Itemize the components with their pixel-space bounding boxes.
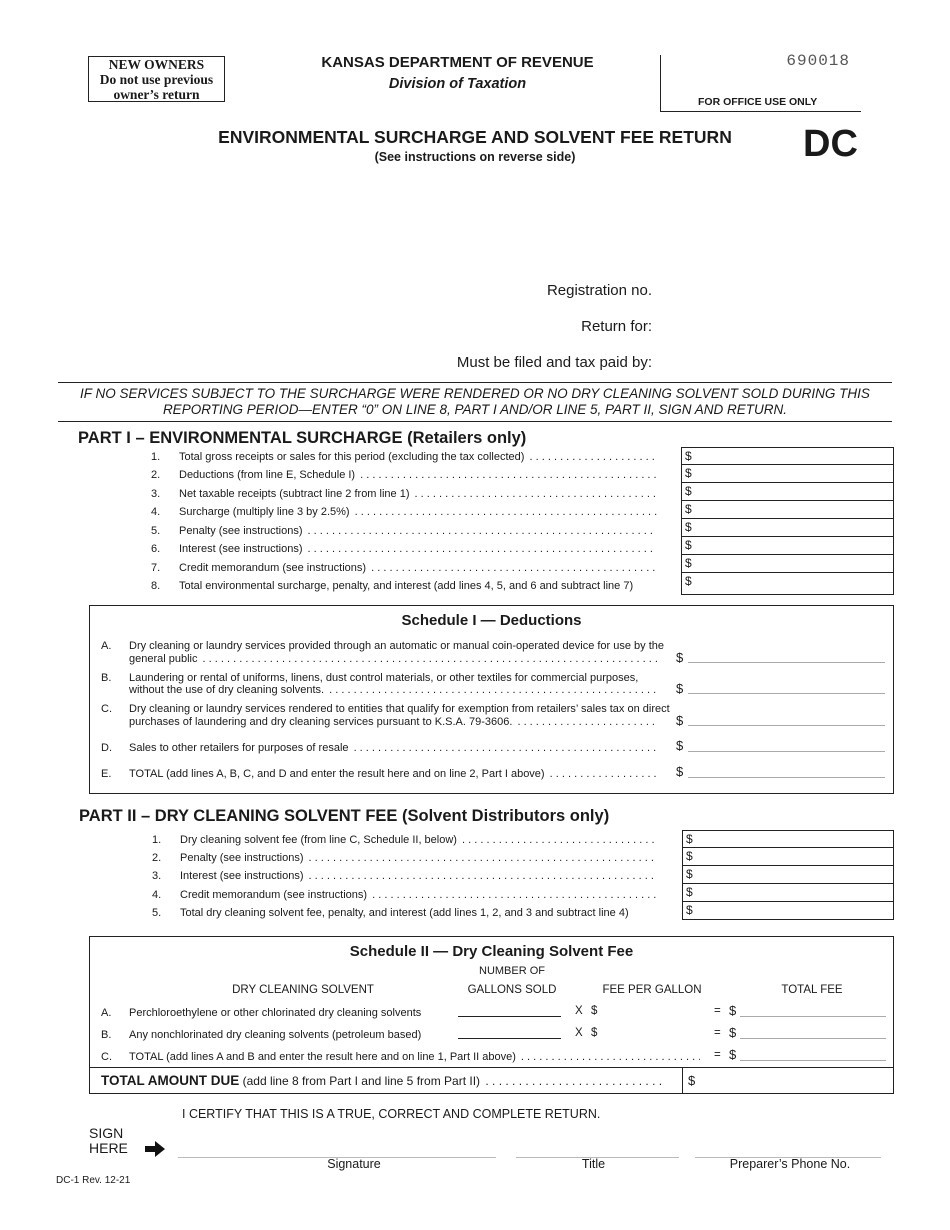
schedule1-item-key: A.: [101, 640, 112, 652]
form-title: ENVIRONMENTAL SURCHARGE AND SOLVENT FEE RETURN: [218, 127, 732, 147]
total-fee-field[interactable]: [740, 1037, 886, 1039]
part2-title: PART II – DRY CLEANING SOLVENT FEE (Solvent Distributors only): [79, 807, 610, 825]
col-total-header: TOTAL FEE: [781, 984, 843, 996]
schedule1-dollar: $: [676, 764, 684, 779]
new-owners-line1: NEW OWNERS: [108, 57, 205, 72]
part1-line-number: 6.: [151, 543, 161, 555]
part1-amount-field[interactable]: $: [681, 447, 894, 465]
sign-here-label: [89, 1126, 128, 1156]
gallons-field[interactable]: [458, 1016, 561, 1017]
sign-label: SIGN: [89, 1125, 124, 1141]
fee-dollar: $: [591, 1005, 598, 1017]
part1-line-label: Credit memorandum (see instructions) . . .: [179, 561, 657, 575]
schedule2-row-key: B.: [101, 1029, 112, 1041]
part2-line-label: Dry cleaning solvent fee (from line C, Schedule II, below) . . .: [180, 833, 657, 847]
part1-line-label: Surcharge (multiply line 3 by 2.5%) . . .: [179, 505, 657, 519]
total-fee-dollar: $: [729, 1003, 737, 1018]
department-name: KANSAS DEPARTMENT OF REVENUE: [321, 54, 594, 71]
certify-statement: I CERTIFY THAT THIS IS A TRUE, CORRECT AND COMPLETE RETURN.: [182, 1107, 601, 1121]
total-amount-due-bold: TOTAL AMOUNT DUE: [101, 1073, 240, 1088]
arrow-right-icon: [145, 1141, 165, 1162]
signature-label: Signature: [327, 1157, 381, 1171]
form-revision: DC-1 Rev. 12-21: [56, 1175, 131, 1186]
schedule1-item-line2: TOTAL (add lines A, B, C, and D and enter the result here and on line 2, Part I above) . . .: [129, 767, 658, 781]
form-number: 690018: [786, 52, 850, 70]
schedule1-dollar: $: [676, 738, 684, 753]
schedule2-row-key: C.: [101, 1051, 112, 1063]
schedule1-amount-field[interactable]: [688, 724, 885, 726]
part1-line-number: 8.: [151, 580, 161, 592]
part2-line-label: Credit memorandum (see instructions) . . .: [180, 888, 657, 902]
new-owners-box: [88, 56, 225, 102]
notice-top-rule: [58, 382, 892, 383]
total-fee-dollar: $: [729, 1047, 737, 1062]
equals-sign: =: [714, 1027, 721, 1039]
part1-line-label: Total environmental surcharge, penalty, and interest (add lines 4, 5, and 6 and subtract line 7): [179, 580, 634, 592]
schedule1-item-line2: purchases of laundering and dry cleaning services pursuant to K.S.A. 79-3606. . . .: [129, 715, 658, 729]
schedule1-item-line1: Dry cleaning or laundry services provided through an automatic or manual coin-operated device for use by the: [129, 640, 665, 652]
multiply-sign: X: [575, 1027, 583, 1039]
equals-sign: =: [714, 1049, 721, 1061]
part1-amount-field[interactable]: $: [681, 555, 894, 573]
part1-line-number: 1.: [151, 451, 161, 463]
notice-bottom-rule: [58, 421, 892, 422]
schedule1-dollar: $: [676, 713, 684, 728]
part2-line-number: 3.: [152, 870, 162, 882]
new-owners-line2: Do not use previous: [99, 72, 214, 87]
part2-line-number: 1.: [152, 834, 162, 846]
notice-line1: IF NO SERVICES SUBJECT TO THE SURCHARGE WERE RENDERED OR NO DRY CLEANING SOLVENT SOLD DURING THIS: [80, 386, 870, 401]
schedule1-amount-field[interactable]: [688, 692, 885, 694]
part2-line-number: 2.: [152, 852, 162, 864]
gallons-field[interactable]: [458, 1038, 561, 1039]
division-name: Division of Taxation: [388, 76, 527, 92]
schedule1-item-key: E.: [101, 768, 112, 780]
multiply-sign: X: [575, 1005, 583, 1017]
schedule2-row-key: A.: [101, 1007, 112, 1019]
form-code: DC: [803, 123, 858, 165]
part2-line-label: Total dry cleaning solvent fee, penalty, and interest (add lines 1, 2, and 3 and subtract line 4): [180, 907, 629, 919]
part1-amount-field[interactable]: $: [681, 465, 894, 483]
part2-amount-field[interactable]: $: [682, 884, 894, 902]
part2-amount-field[interactable]: $: [682, 848, 894, 866]
schedule1-item-line1: Laundering or rental of uniforms, linens, dust control materials, or other textiles for commercial purposes,: [129, 672, 639, 684]
phone-label: Preparer’s Phone No.: [729, 1157, 851, 1171]
part2-amount-field[interactable]: $: [682, 830, 894, 848]
schedule1-item-line2: general public . . .: [129, 652, 658, 666]
part1-amount-field[interactable]: $: [681, 537, 894, 555]
part1-line-label: Interest (see instructions) . . .: [179, 542, 657, 556]
part1-amount-field[interactable]: $: [681, 573, 894, 595]
col-fee-header: FEE PER GALLON: [602, 984, 702, 996]
part1-line-number: 2.: [151, 469, 161, 481]
schedule1-item-key: B.: [101, 672, 112, 684]
part1-line-number: 7.: [151, 562, 161, 574]
total-due-dollar: $: [688, 1073, 696, 1088]
part1-line-label: Total gross receipts or sales for this period (excluding the tax collected) . . .: [179, 450, 657, 464]
filed-by-label: Must be filed and tax paid by:: [456, 354, 652, 371]
title-label: Title: [581, 1157, 606, 1171]
registration-label: Registration no.: [546, 282, 652, 299]
schedule2-total-label: TOTAL (add lines A and B and enter the result here and on line 1, Part II above) . . .: [129, 1050, 700, 1064]
schedule1-dollar: $: [676, 681, 684, 696]
schedule2-title: Schedule II — Dry Cleaning Solvent Fee: [349, 943, 634, 960]
here-label: HERE: [89, 1140, 128, 1156]
fee-dollar: $: [591, 1027, 598, 1039]
total-fee-dollar: $: [729, 1025, 737, 1040]
schedule1-item-key: C.: [101, 703, 112, 715]
part1-amount-field[interactable]: $: [681, 483, 894, 501]
part1-line-label: Net taxable receipts (subtract line 2 from line 1) . . .: [179, 487, 657, 501]
part2-amount-field[interactable]: $: [682, 866, 894, 884]
part2-line-number: 5.: [152, 907, 162, 919]
total-amount-due-field[interactable]: [682, 1067, 894, 1094]
schedule1-item-line1: Dry cleaning or laundry services rendered to entities that qualify for exemption from retailers’ sales tax on direct: [129, 703, 670, 715]
part1-amount-field[interactable]: $: [681, 519, 894, 537]
schedule1-dollar: $: [676, 650, 684, 665]
office-use-label: FOR OFFICE USE ONLY: [698, 96, 818, 108]
part1-line-label: Penalty (see instructions) . . .: [179, 524, 657, 538]
return-for-label: Return for:: [581, 318, 652, 335]
schedule2-row-label: Perchloroethylene or other chlorinated dry cleaning solvents: [129, 1007, 422, 1019]
part1-line-number: 3.: [151, 488, 161, 500]
total-fee-field[interactable]: [740, 1059, 886, 1061]
part1-line-number: 4.: [151, 506, 161, 518]
notice-text: [58, 386, 892, 418]
part1-amount-field[interactable]: $: [681, 501, 894, 519]
new-owners-line3: owner’s return: [113, 87, 200, 102]
total-amount-due-rest: (add line 8 from Part I and line 5 from Part II): [242, 1074, 481, 1088]
total-amount-due-label: [101, 1073, 664, 1089]
schedule1-title: Schedule I — Deductions: [401, 612, 582, 629]
col-gallons-header-2: GALLONS SOLD: [467, 984, 557, 996]
schedule1-box: [89, 605, 894, 794]
schedule1-item-key: D.: [101, 742, 112, 754]
part2-amount-field[interactable]: $: [682, 902, 894, 920]
part1-title: PART I – ENVIRONMENTAL SURCHARGE (Retailers only): [78, 429, 527, 447]
schedule1-amount-field[interactable]: [688, 750, 885, 752]
schedule2-row-label: Any nonchlorinated dry cleaning solvents (petroleum based): [129, 1029, 422, 1041]
part2-line-label: Interest (see instructions) . . .: [180, 869, 657, 883]
total-fee-field[interactable]: [740, 1015, 886, 1017]
part2-line-label: Penalty (see instructions) . . .: [180, 851, 657, 865]
schedule1-item-line2: Sales to other retailers for purposes of resale . . .: [129, 741, 658, 755]
col-gallons-header-1: NUMBER OF: [479, 965, 545, 977]
part2-line-number: 4.: [152, 889, 162, 901]
part1-line-number: 5.: [151, 525, 161, 537]
form-subtitle: (See instructions on reverse side): [374, 150, 576, 164]
schedule1-item-line2: without the use of dry cleaning solvents. . . .: [129, 683, 658, 697]
equals-sign: =: [714, 1005, 721, 1017]
schedule1-amount-field[interactable]: [688, 776, 885, 778]
notice-line2: REPORTING PERIOD—ENTER “0” ON LINE 8, PART I AND/OR LINE 5, PART II, SIGN AND RETURN.: [162, 402, 788, 417]
col-solvent-header: DRY CLEANING SOLVENT: [232, 984, 374, 996]
part1-line-label: Deductions (from line E, Schedule I) . . .: [179, 468, 657, 482]
schedule1-amount-field[interactable]: [688, 661, 885, 663]
